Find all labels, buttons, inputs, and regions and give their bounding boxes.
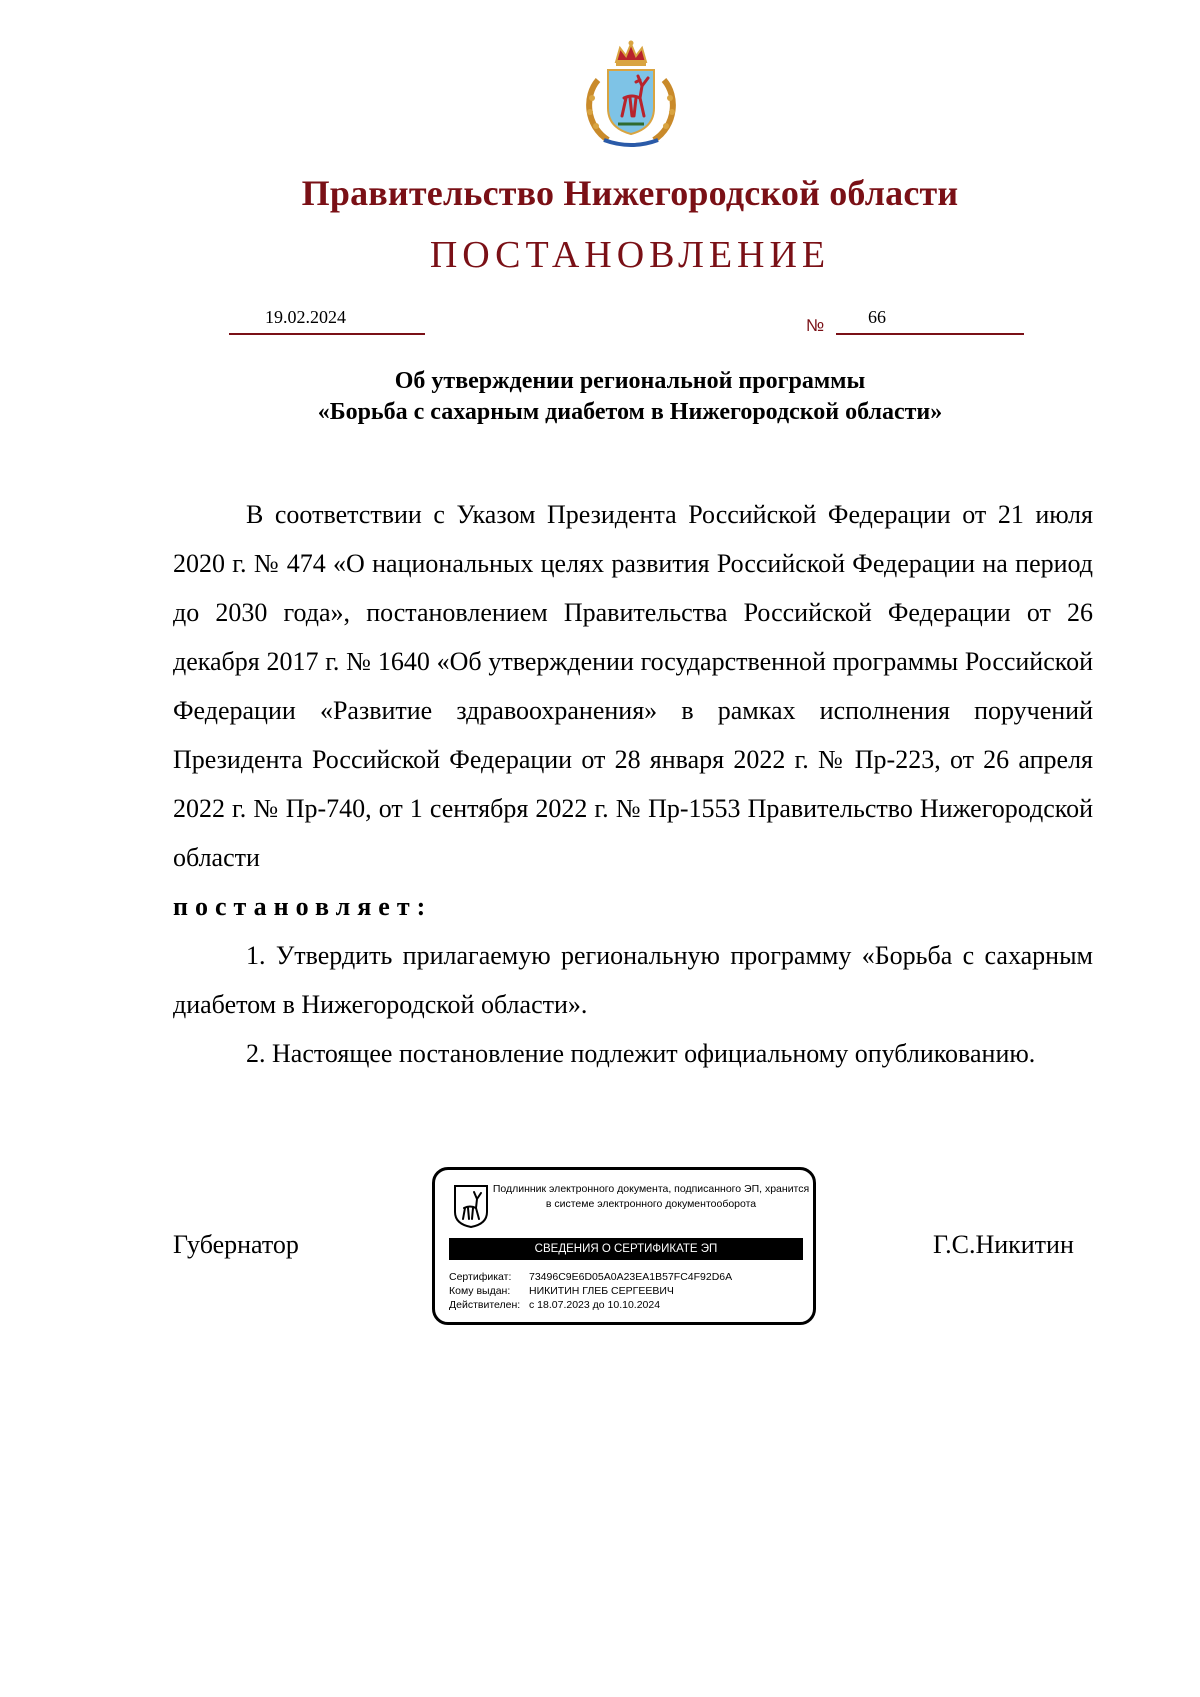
signer-name: Г.С.Никитин [933, 1230, 1074, 1259]
certificate-serial: 73496C9E6D05A0A23EA1B57FC4F92D6A [529, 1271, 733, 1283]
document-body [173, 490, 1093, 1078]
list-item: 2. Настоящее постановление подлежит официальному опубликованию. [246, 1039, 1036, 1068]
validity-label: Действителен: [449, 1299, 521, 1311]
organization-name: Правительство Нижегородской области [301, 173, 959, 213]
document-number: 66 [868, 307, 886, 327]
coat-of-arms-emblem [578, 40, 684, 150]
deer-emblem-icon [453, 1184, 489, 1228]
preamble-paragraph: В соответствии с Указом Президента Российской Федерации от 21 июля 2020 г. № 474 «О национальных целях развития Российской Федерации на период до 2030 года», постановлением Правительства Российской Федерации от 26 декабря 2017 г. № 1640 «Об утверждении государственной программы Российской Федерации «Развитие здравоохранения» в рамках исполнения поручений Президента Российской Федерации от 28 января 2022 г. № Пр-223, от 26 апреля 2022 г. № Пр-740, от 1 сентября 2022 г. № Пр-1553 Правительство Нижегородской области [173, 500, 1093, 872]
title-line-1: Об утверждении региональной программы [394, 368, 866, 394]
certificate-info-bar: СВЕДЕНИЯ О СЕРТИФИКАТЕ ЭП [449, 1238, 803, 1260]
number-field [836, 305, 1024, 335]
document-title [0, 366, 1200, 428]
list-item: 1. Утвердить прилагаемую региональную программу «Борьба с сахарным диабетом в Нижегородской области». [173, 941, 1093, 1019]
certificate-details [449, 1270, 732, 1312]
certificate-label: Сертификат: [449, 1271, 512, 1283]
electronic-signature-stamp [432, 1167, 816, 1325]
decree-word: постановляет: [173, 892, 433, 921]
number-sign: № [806, 316, 825, 335]
signer-position: Губернатор [173, 1230, 299, 1259]
document-date: 19.02.2024 [265, 307, 346, 327]
validity-period: с 18.07.2023 до 10.10.2024 [529, 1299, 661, 1311]
stamp-header-text: Подлинник электронного документа, подписанного ЭП, хранится в системе электронного документооборота [492, 1183, 810, 1210]
title-line-2: «Борьба с сахарным диабетом в Нижегородской области» [317, 399, 943, 425]
document-type: ПОСТАНОВЛЕНИЕ [429, 234, 831, 276]
issued-to-name: НИКИТИН ГЛЕБ СЕРГЕЕВИЧ [529, 1285, 674, 1297]
issued-to-label: Кому выдан: [449, 1285, 511, 1297]
date-field [229, 305, 425, 335]
decree-line [173, 882, 1093, 931]
